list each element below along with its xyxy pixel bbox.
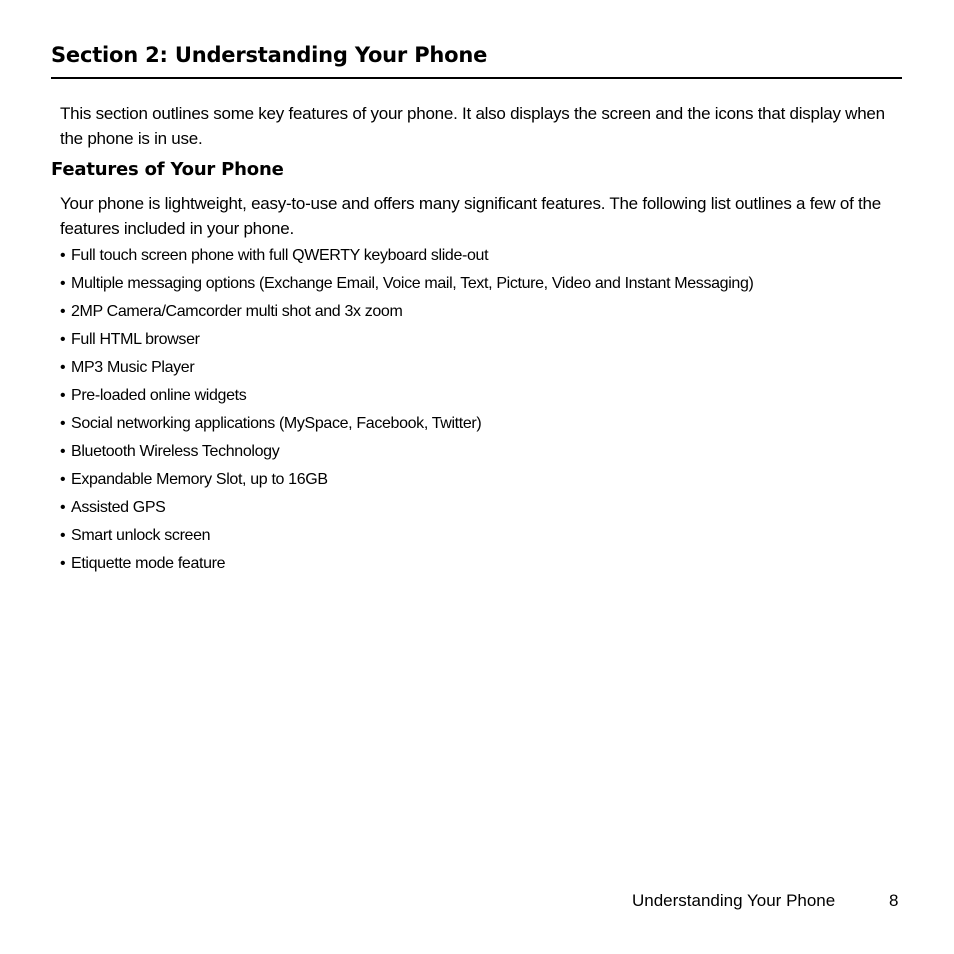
bullet-icon: •	[60, 247, 66, 264]
list-item	[60, 552, 753, 580]
bullet-icon: •	[60, 275, 66, 292]
list-item-text: Full touch screen phone with full QWERTY keyboard slide-out	[71, 247, 489, 264]
bullet-icon: •	[60, 303, 66, 320]
bullet-icon: •	[60, 387, 66, 404]
list-item-text: Full HTML browser	[71, 331, 200, 348]
list-item-text: Etiquette mode feature	[71, 555, 226, 572]
list-item	[60, 524, 753, 552]
list-item	[60, 496, 753, 524]
list-item-text: Pre-loaded online widgets	[71, 387, 247, 404]
bullet-icon: •	[60, 527, 66, 544]
bullet-icon: •	[60, 415, 66, 432]
section-title: Section 2: Understanding Your Phone	[51, 43, 488, 67]
features-heading: Features of Your Phone	[51, 159, 284, 180]
list-item-text: Expandable Memory Slot, up to 16GB	[71, 471, 328, 488]
list-item-text: Multiple messaging options (Exchange Email, Voice mail, Text, Picture, Video and Instant Messaging)	[71, 275, 754, 292]
list-item	[60, 384, 753, 412]
list-item	[60, 356, 753, 384]
list-item-text: Smart unlock screen	[71, 527, 211, 544]
feature-list	[60, 244, 753, 580]
section-intro-paragraph: This section outlines some key features of your phone. It also displays the screen and the icons that display when the phone is in use.	[60, 104, 885, 148]
list-item-text: 2MP Camera/Camcorder multi shot and 3x zoom	[71, 303, 403, 320]
title-divider	[51, 77, 902, 79]
list-item	[60, 244, 753, 272]
list-item-text: Social networking applications (MySpace, Facebook, Twitter)	[71, 415, 482, 432]
list-item	[60, 300, 753, 328]
list-item	[60, 440, 753, 468]
list-item-text: Assisted GPS	[71, 499, 166, 516]
bullet-icon: •	[60, 443, 66, 460]
list-item-text: Bluetooth Wireless Technology	[71, 443, 280, 460]
list-item	[60, 272, 753, 300]
features-intro-paragraph: Your phone is lightweight, easy-to-use and offers many significant features. The following list outlines a few of the features included in your phone.	[60, 194, 881, 238]
footer-section-label: Understanding Your Phone	[632, 891, 836, 910]
list-item	[60, 468, 753, 496]
bullet-icon: •	[60, 471, 66, 488]
list-item	[60, 328, 753, 356]
list-item-text: MP3 Music Player	[71, 359, 195, 376]
page-number: 8	[889, 891, 899, 910]
bullet-icon: •	[60, 499, 66, 516]
bullet-icon: •	[60, 359, 66, 376]
list-item	[60, 412, 753, 440]
bullet-icon: •	[60, 331, 66, 348]
bullet-icon: •	[60, 555, 66, 572]
